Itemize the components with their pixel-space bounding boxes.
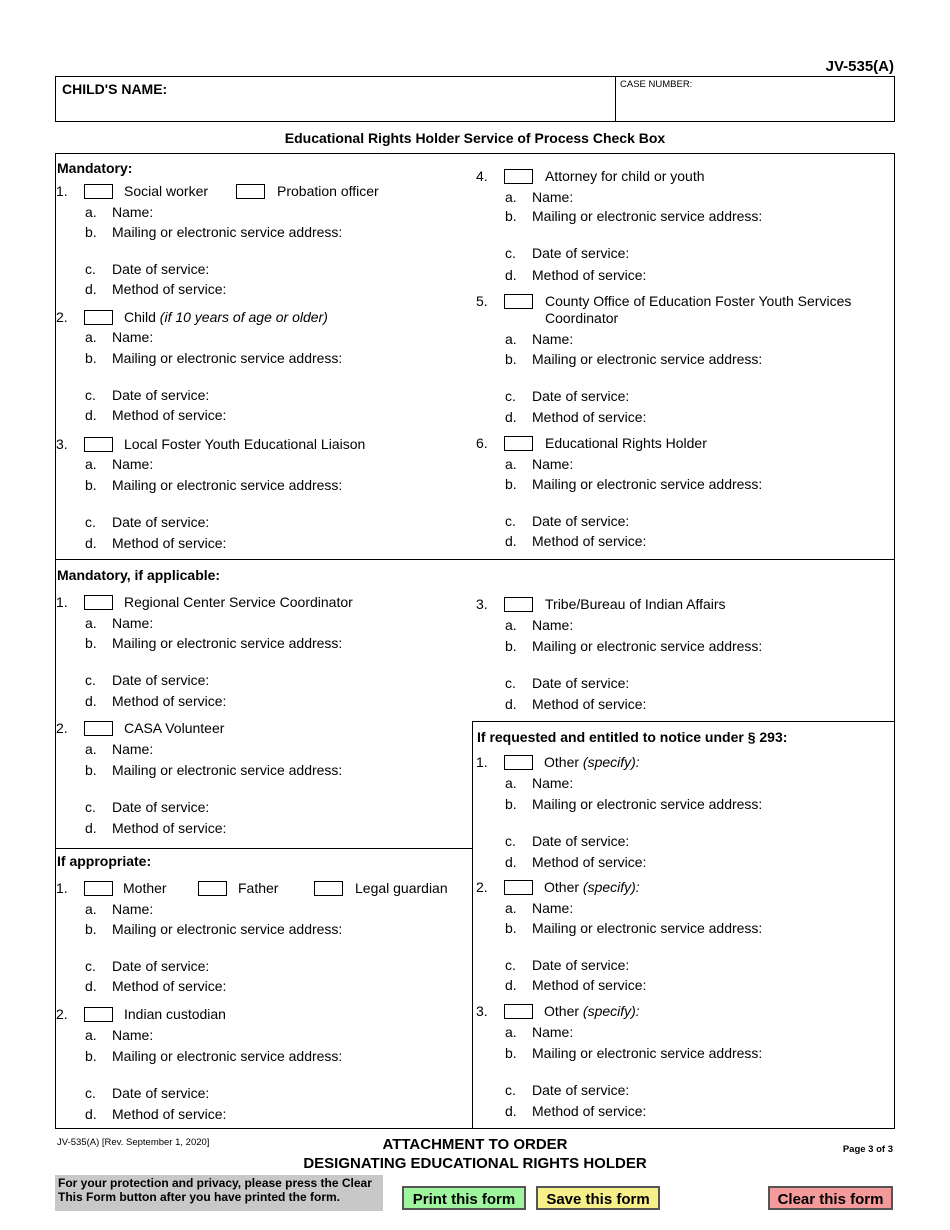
- privacy-notice: For your protection and privacy, please press the Clear This Form button after you have printed the form.: [55, 1175, 383, 1211]
- print-form-button[interactable]: Print this form: [402, 1186, 526, 1210]
- checkbox-label: Tribe/Bureau of Indian Affairs: [545, 596, 726, 612]
- if-appropriate-heading: If appropriate:: [57, 853, 152, 869]
- liaison-checkbox[interactable]: [84, 437, 113, 452]
- save-form-button[interactable]: Save this form: [536, 1186, 660, 1210]
- page-number: Page 3 of 3: [842, 1144, 893, 1155]
- entry-number: 6.: [476, 435, 488, 451]
- entry-number: 2.: [476, 879, 488, 895]
- probation-officer-checkbox[interactable]: [236, 184, 265, 199]
- checkbox-label: CASA Volunteer: [124, 720, 225, 736]
- checkbox-label-continued: Coordinator: [545, 310, 619, 326]
- mandatory-if-applicable-heading: Mandatory, if applicable:: [57, 567, 221, 583]
- checkbox-label: Father: [238, 880, 279, 896]
- entry-number: 2.: [56, 1006, 68, 1022]
- checkbox-label: Mother: [123, 880, 167, 896]
- form-title: Educational Rights Holder Service of Process Check Box: [284, 130, 666, 146]
- checkbox-label: Social worker: [124, 183, 209, 199]
- form-number: JV-535(A): [825, 58, 894, 75]
- checkbox-label: County Office of Education Foster Youth Services: [545, 293, 852, 309]
- clear-form-button[interactable]: Clear this form: [768, 1186, 893, 1210]
- checkbox-label: Child (if 10 years of age or older): [124, 309, 328, 325]
- checkbox-label: Attorney for child or youth: [545, 168, 705, 184]
- educational-rights-holder-checkbox[interactable]: [504, 436, 533, 451]
- tribe-bia-checkbox[interactable]: [504, 597, 533, 612]
- checkbox-label: Indian custodian: [124, 1006, 226, 1022]
- indian-custodian-checkbox[interactable]: [84, 1007, 113, 1022]
- checkbox-label: Probation officer: [277, 183, 379, 199]
- entry-number: 1.: [56, 594, 68, 610]
- section-divider: [472, 721, 894, 722]
- entry-number: 1.: [56, 880, 68, 896]
- mother-checkbox[interactable]: [84, 881, 113, 896]
- entry-number: 1.: [56, 183, 68, 199]
- other-1-checkbox[interactable]: [504, 755, 533, 770]
- other-3-checkbox[interactable]: [504, 1004, 533, 1019]
- footer-title: ATTACHMENT TO ORDER DESIGNATING EDUCATIONAL RIGHTS HOLDER: [303, 1136, 647, 1172]
- section-divider: [56, 848, 472, 849]
- father-checkbox[interactable]: [198, 881, 227, 896]
- entry-number: 3.: [56, 436, 68, 452]
- caption-divider: [615, 77, 616, 121]
- child-checkbox[interactable]: [84, 310, 113, 325]
- service-grid: Mandatory: Mandatory, if applicable: If requested and entitled to notice under § 293: If appropriate: 1. Social worker Probation officer a. Name: b. Mailing or electronic service address: c. Date of service: d. Method of service: 2. Child (if 10 years of age or older) a. Name: b. Mailing or electronic service address: c. Date of service: d. Method of service: 3. Local Foster Youth Educational Liaison a. Name: b. Mailing or electronic service address: c. Date of service: d. Method of service: 4. Attorney for child or youth a. Name: b. Mailing or electronic service address: c. Date of service: d. Method of service: 5. County Office of Education Foster Youth Services Coordinator a. Name: b. Mailing or electronic service address: c. Date of service: d. Method of service: 6. Educational Rights Holder a. Name: b. Mailing or electronic service address: c. Date of service: d. Method of service: 1. Regional Center Service Coordinator a. Name: b. Mailing or electronic service address: c. Date of service: d. Method of service: 2. CASA Volunteer a. Name: b. Mailing or electronic service address: c. Date of service: d. Method of service: 3. Tribe/Bureau of Indian Affairs a. Name: b. Mailing or electronic service address: c. Date of service: d. Method of service: 1. Other (specify): a. Name: b. Mailing or electronic service address: c. Date of service: d. Method of service: 2. Other (specify): a. Name: b. Mailing or electronic service address: c. Date of service: d. Method of service: 3. Other (specify): a. Name: b. Mailing or electronic service address: c. Date of service: d. Method of service: 1. Mother Father Legal guardian a. Name: b. Mailing or electronic service address: c. Date of service: d. Method of service: 2. Indian custodian a. Name: b. Mailing or electronic service address: c. Date of service: d. Method of service:: [55, 153, 895, 1129]
- other-2-checkbox[interactable]: [504, 880, 533, 895]
- checkbox-label: Other (specify):: [544, 1003, 640, 1019]
- regional-center-checkbox[interactable]: [84, 595, 113, 610]
- checkbox-label: Other (specify):: [544, 879, 640, 895]
- entry-number: 3.: [476, 596, 488, 612]
- checkbox-label: Legal guardian: [355, 880, 448, 896]
- entry-number: 5.: [476, 293, 488, 309]
- if-requested-heading: If requested and entitled to notice under § 293:: [477, 729, 788, 745]
- checkbox-label: Educational Rights Holder: [545, 435, 707, 451]
- case-caption-box: [55, 76, 895, 122]
- column-divider: [472, 721, 473, 1128]
- entry-number: 4.: [476, 168, 488, 184]
- county-office-checkbox[interactable]: [504, 294, 533, 309]
- entry-number: 1.: [476, 754, 488, 770]
- checkbox-label: Regional Center Service Coordinator: [124, 594, 353, 610]
- entry-number: 2.: [56, 309, 68, 325]
- social-worker-checkbox[interactable]: [84, 184, 113, 199]
- entry-number: 2.: [56, 720, 68, 736]
- case-number-label: CASE NUMBER:: [620, 79, 693, 90]
- checkbox-label: Other (specify):: [544, 754, 640, 770]
- legal-guardian-checkbox[interactable]: [314, 881, 343, 896]
- checkbox-label: Local Foster Youth Educational Liaison: [124, 436, 366, 452]
- entry-number: 3.: [476, 1003, 488, 1019]
- form-revision: JV-535(A) [Rev. September 1, 2020]: [57, 1137, 210, 1148]
- casa-volunteer-checkbox[interactable]: [84, 721, 113, 736]
- attorney-checkbox[interactable]: [504, 169, 533, 184]
- section-divider: [56, 559, 894, 560]
- mandatory-heading: Mandatory:: [57, 160, 133, 176]
- childs-name-label: CHILD'S NAME:: [62, 81, 168, 97]
